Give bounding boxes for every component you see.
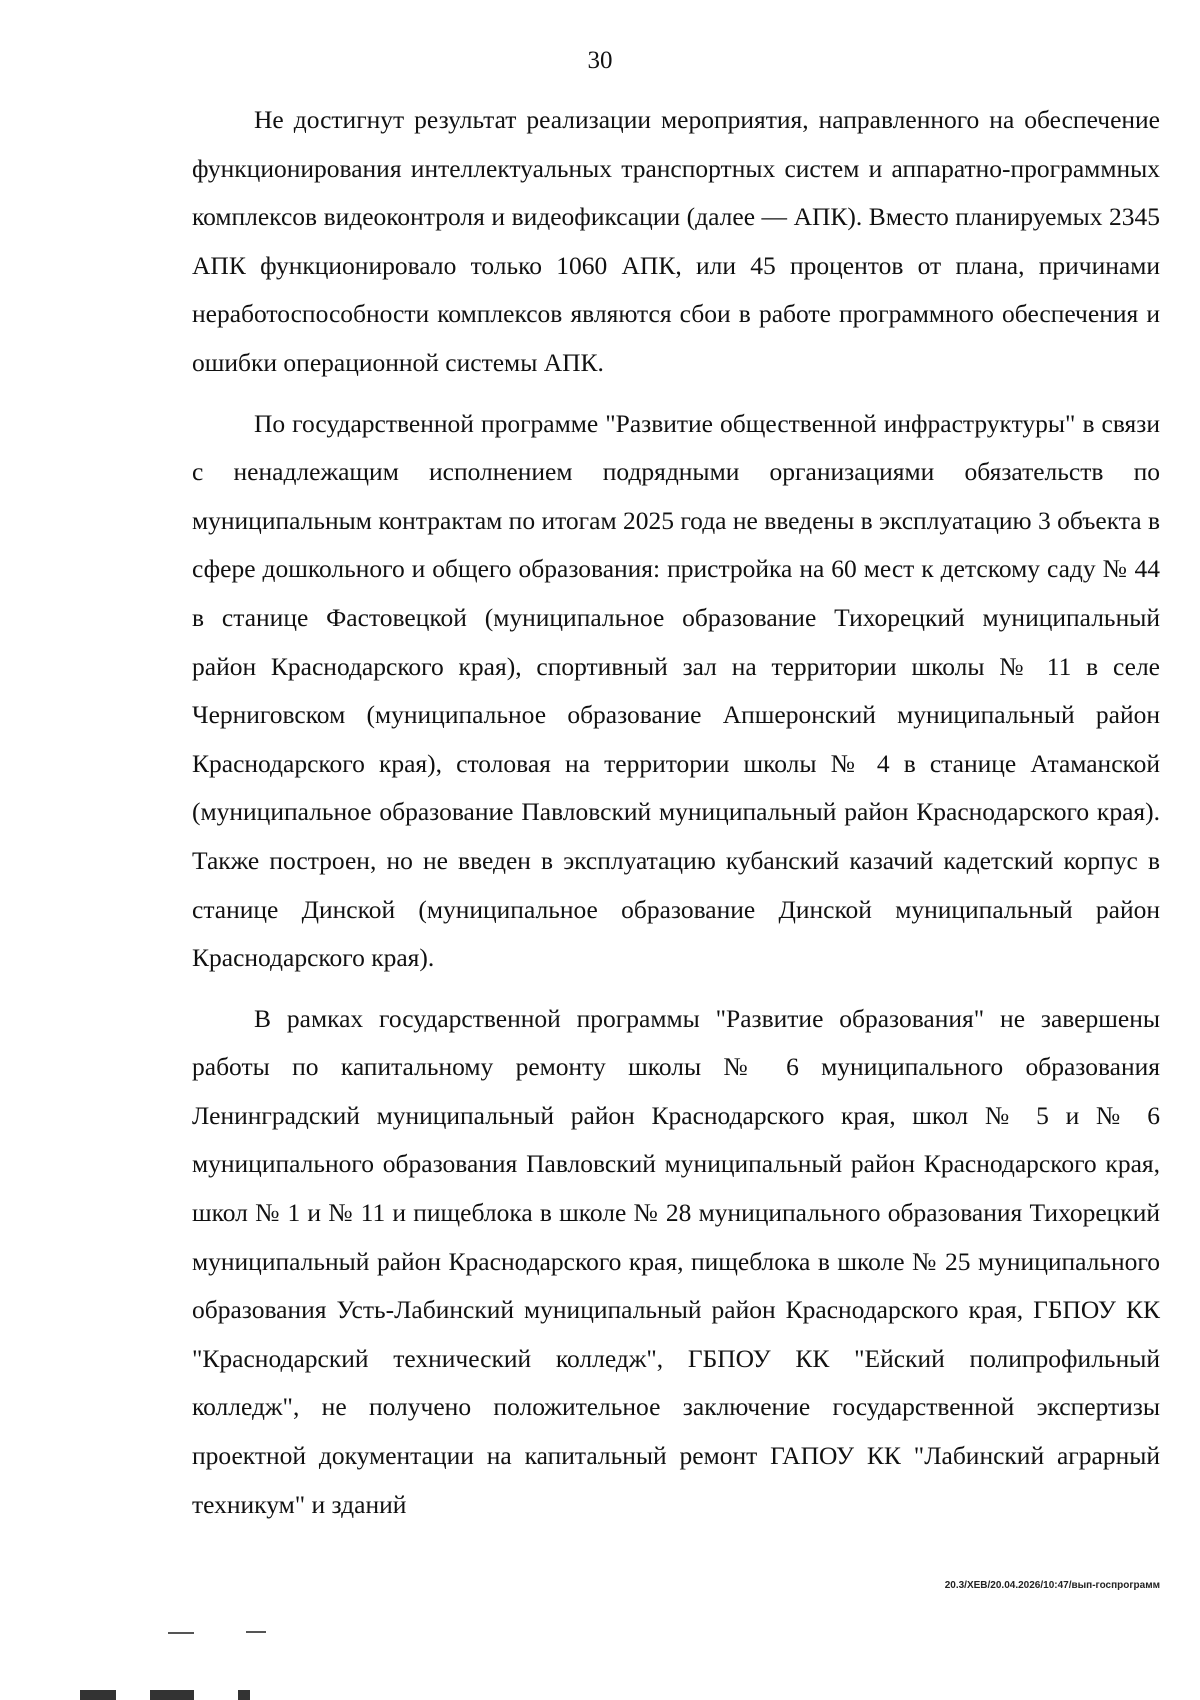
document-footer-code: 20.3/ХЕВ/20.04.2026/10:47/вып-госпрограмм xyxy=(944,1580,1160,1591)
paragraph-infrastructure-program: По государственной программе "Развитие общественной инфраструктуры" в связи с ненадлежащим исполнением подрядными организациями обязательств по муниципальным контрактам по итогам 2025 года не введены в эксплуатацию 3 объекта в сфере дошкольного и общего образования: пристройка на 60 мест к детскому саду № 44 в станице Фастовецкой (муниципальное образование Тихорецкий муниципальный район Краснодарского края), спортивный зал на территории школы № 11 в селе Черниговском (муниципальное образование Апшеронский муниципальный район Краснодарского края), столовая на территории школы № 4 в станице Атаманской (муниципальное образование Павловский муниципальный район Краснодарского края). Также построен, но не введен в эксплуатацию кубанский казачий кадетский корпус в станице Динской (муниципальное образование Динской муниципальный район Краснодарского края). xyxy=(192,408,1160,973)
scan-artifact-mark xyxy=(246,1631,266,1633)
scan-edge-artifact xyxy=(238,1690,250,1700)
page-number: 30 xyxy=(587,47,613,74)
scan-edge-artifact xyxy=(80,1690,116,1700)
scan-artifact-mark xyxy=(168,1632,194,1634)
paragraph-education-program: В рамках государственной программы "Развитие образования" не завершены работы по капитальному ремонту школы № 6 муниципального образования Ленинградский муниципальный район Краснодарского края, школ № 5 и № 6 муниципального образования Павловский муниципальный район Краснодарского края, школ № 1 и № 11 и пищеблока в школе № 28 муниципального образования Тихорецкий муниципальный район Краснодарского края, пищеблока в школе № 25 муниципального образования Усть-Лабинский муниципальный район Краснодарского края, ГБПОУ КК "Краснодарский технический колледж", ГБПОУ КК "Ейский полипрофильный колледж", не получено положительное заключение государственной экспертизы проектной документации на капитальный ремонт ГАПОУ КК "Лабинский аграрный техникум" и зданий xyxy=(192,1003,1160,1519)
paragraph-apk-result: Не достигнут результат реализации мероприятия, направленного на обеспечение функционирования интеллектуальных транспортных систем и аппаратно-программных комплексов видеоконтроля и видеофиксации (далее — АПК). Вместо планируемых 2345 АПК функционировало только 1060 АПК, или 45 процентов от плана, причинами неработоспособности комплексов являются сбои в работе программного обеспечения и ошибки операционной системы АПК. xyxy=(192,105,1160,377)
document-body xyxy=(192,96,1160,1529)
scan-edge-artifact xyxy=(150,1690,194,1700)
